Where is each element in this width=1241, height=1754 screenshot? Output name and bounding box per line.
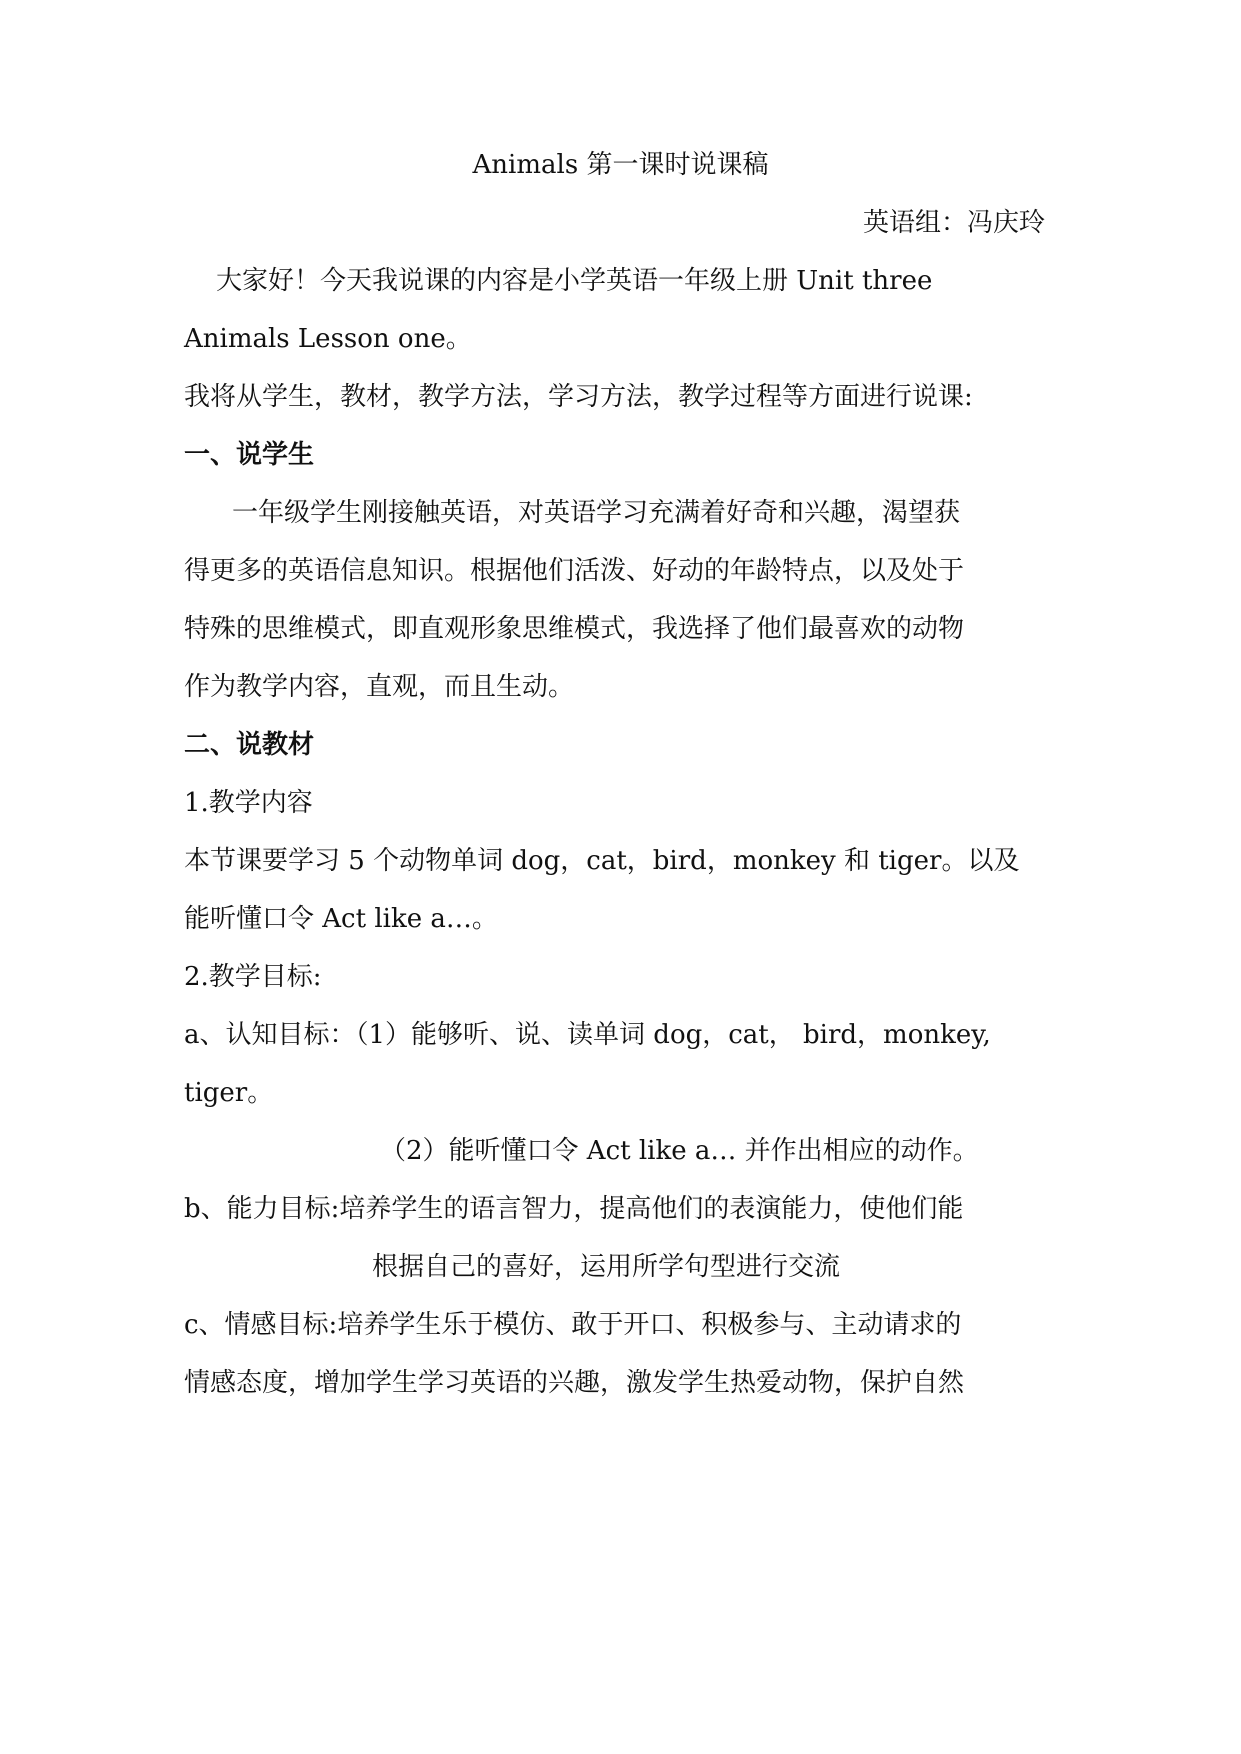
document-title: Animals 第一课时说课稿 xyxy=(472,150,769,180)
section-1-paragraph-line: 作为教学内容，直观，而且生动。 xyxy=(184,672,575,702)
emotion-goal-line: c、情感目标:培养学生乐于模仿、敢于开口、积极参与、主动请求的 xyxy=(184,1310,962,1340)
ability-goal-line: b、能力目标:培养学生的语言智力，提高他们的表演能力，使他们能 xyxy=(184,1194,964,1224)
cognitive-goal-line: tiger。 xyxy=(184,1078,274,1108)
teaching-content-line: 能听懂口令 Act like a…。 xyxy=(184,904,498,934)
cognitive-goal-line: （2）能听懂口令 Act like a… 并作出相应的动作。 xyxy=(380,1136,979,1166)
intro-line-2: Animals Lesson one。 xyxy=(184,324,472,354)
cognitive-goal-line: a、认知目标：（1）能够听、说、读单词 dog，cat， bird，monkey, xyxy=(184,1020,991,1050)
ability-goal-line: 根据自己的喜好，运用所学句型进行交流 xyxy=(372,1252,841,1282)
section-2-heading: 二、说教材 xyxy=(184,730,315,760)
author-line: 英语组：冯庆玲 xyxy=(862,208,1045,238)
emotion-goal-line: 情感态度，增加学生学习英语的兴趣，激发学生热爱动物，保护自然 xyxy=(184,1368,965,1398)
teaching-content-title: 1.教学内容 xyxy=(184,788,313,818)
section-1-heading: 一、说学生 xyxy=(184,440,315,470)
section-1-paragraph-line: 一年级学生刚接触英语，对英语学习充满着好奇和兴趣，渴望获 xyxy=(232,498,961,528)
intro-line-3: 我将从学生，教材，教学方法，学习方法，教学过程等方面进行说课: xyxy=(184,382,973,412)
teaching-content-line: 本节课要学习 5 个动物单词 dog，cat，bird，monkey 和 tiger。以及 xyxy=(184,846,1020,876)
intro-line-1: 大家好！今天我说课的内容是小学英语一年级上册 Unit three xyxy=(216,266,933,296)
section-1-paragraph-line: 得更多的英语信息知识。根据他们活泼、好动的年龄特点，以及处于 xyxy=(184,556,965,586)
teaching-goals-title: 2.教学目标: xyxy=(184,962,322,992)
section-1-paragraph-line: 特殊的思维模式，即直观形象思维模式，我选择了他们最喜欢的动物 xyxy=(184,614,965,644)
